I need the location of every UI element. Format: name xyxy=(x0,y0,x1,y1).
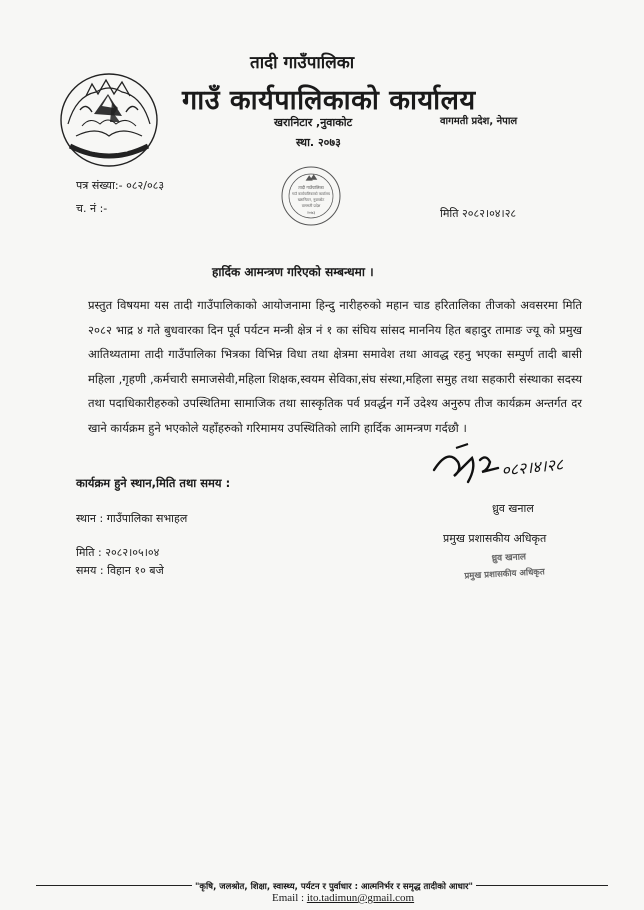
footer-slogan: "कृषि, जलश्रोत, शिक्षा, स्वास्थ्य, पर्यटन र पुर्वाधार : आत्मनिर्भर र समृद्ध तादीको आधार" xyxy=(192,881,476,892)
svg-text:०८२।४।२८: ०८२।४।२८ xyxy=(500,454,565,480)
svg-text:२०७३: २०७३ xyxy=(306,210,316,215)
svg-text:प्रमुख प्रशासकीय अधिकृत: प्रमुख प्रशासकीय अधिकृत xyxy=(464,567,545,582)
email-link[interactable]: ito.tadimun@gmail.com xyxy=(306,892,415,904)
establishment-year: स्था. २०७३ xyxy=(296,136,341,149)
office-round-stamp xyxy=(280,165,342,227)
footer-email xyxy=(272,892,414,904)
svg-text:ध्रुव खनाल: ध्रुव खनाल xyxy=(491,552,527,565)
signatory-designation: प्रमुख प्रशासकीय अधिकृत xyxy=(443,532,547,545)
office-address: खरानिटार ,नुवाकोट xyxy=(274,116,353,129)
designation-stamp xyxy=(462,546,562,586)
dispatch-number: च. नं :- xyxy=(76,202,108,215)
municipality-name: तादी गाउँपालिका xyxy=(250,53,355,73)
letter-date: मिति २०८२।०४।२८ xyxy=(440,207,517,220)
office-title: गाउँ कार्यपालिकाको कार्यालय xyxy=(182,85,476,116)
program-place: स्थान : गाउँपालिका सभाहल xyxy=(76,512,188,525)
svg-text:खरानिटार, नुवाकोट: खरानिटार, नुवाकोट xyxy=(297,197,325,202)
program-time: समय : विहान १० बजे xyxy=(76,564,164,577)
letter-number: पत्र संख्या:- ०८२/०८३ xyxy=(76,179,165,192)
svg-text:गाउँ कार्यपालिकाको कार्यालय: गाउँ कार्यपालिकाको कार्यालय xyxy=(292,192,330,196)
emblem-caption: तादी गाउँपालिका नुवाकोट xyxy=(90,148,128,153)
email-label: Email : xyxy=(272,892,307,904)
svg-text:तादी गाउँपालिका: तादी गाउँपालिका xyxy=(298,185,324,190)
svg-text:वागमती प्रदेश: वागमती प्रदेश xyxy=(301,203,321,208)
signatory-name: ध्रुव खनाल xyxy=(492,502,534,515)
province-label: वागमती प्रदेश, नेपाल xyxy=(440,116,518,127)
program-details-heading: कार्यक्रम हुने स्थान,मिति तथा समय : xyxy=(76,476,231,490)
letter-body: प्रस्तुत विषयमा यस तादी गाउँपालिकाको आयोजनामा हिन्दु नारीहरुको महान चाड हरितालिका तीजको अवसरमा मिति २०८२ भाद्र ४ गते बुधवारका दिन पूर्व पर्यटन मन्त्री क्षेत्र नं १ का संघिय सांसद माननिय हित बहादुर तामाङ ज्यू को प्रमुख आतिथ्यतामा तादी गाउँपालिका भित्रका विभिन्न विधा तथा क्षेत्रमा समावेश तथा आवद्ध रहनु भएका सम्पुर्ण तादी बासी महिला ,गृहणी ,कर्मचारी समाजसेवी,महिला शिक्षक,स्वयम सेविका,संघ संस्था,महिला समुह तथा सहकारी संस्थाका सदस्य तथा पदाधिकारीहरुको उपस्थितिमा सामाजिक तथा सास्कृतिक पर्व प्रवर्द्धन गर्ने उदेश्य अनुरुप तीज कार्यक्रम अन्तर्गत दर खाने कार्यक्रम हुने भएकोले यहाँहरुको गरिमामय उपस्थितिको लागि हार्दिक आमन्त्रण गर्दछौ । xyxy=(88,298,582,435)
letter-subject: हार्दिक आमन्त्रण गरिएको सम्बन्धमा । xyxy=(212,265,374,279)
nepal-emblem-logo xyxy=(56,66,162,170)
program-date: मिति : २०८२।०५।०४ xyxy=(76,546,160,559)
handwritten-signature xyxy=(428,440,578,500)
